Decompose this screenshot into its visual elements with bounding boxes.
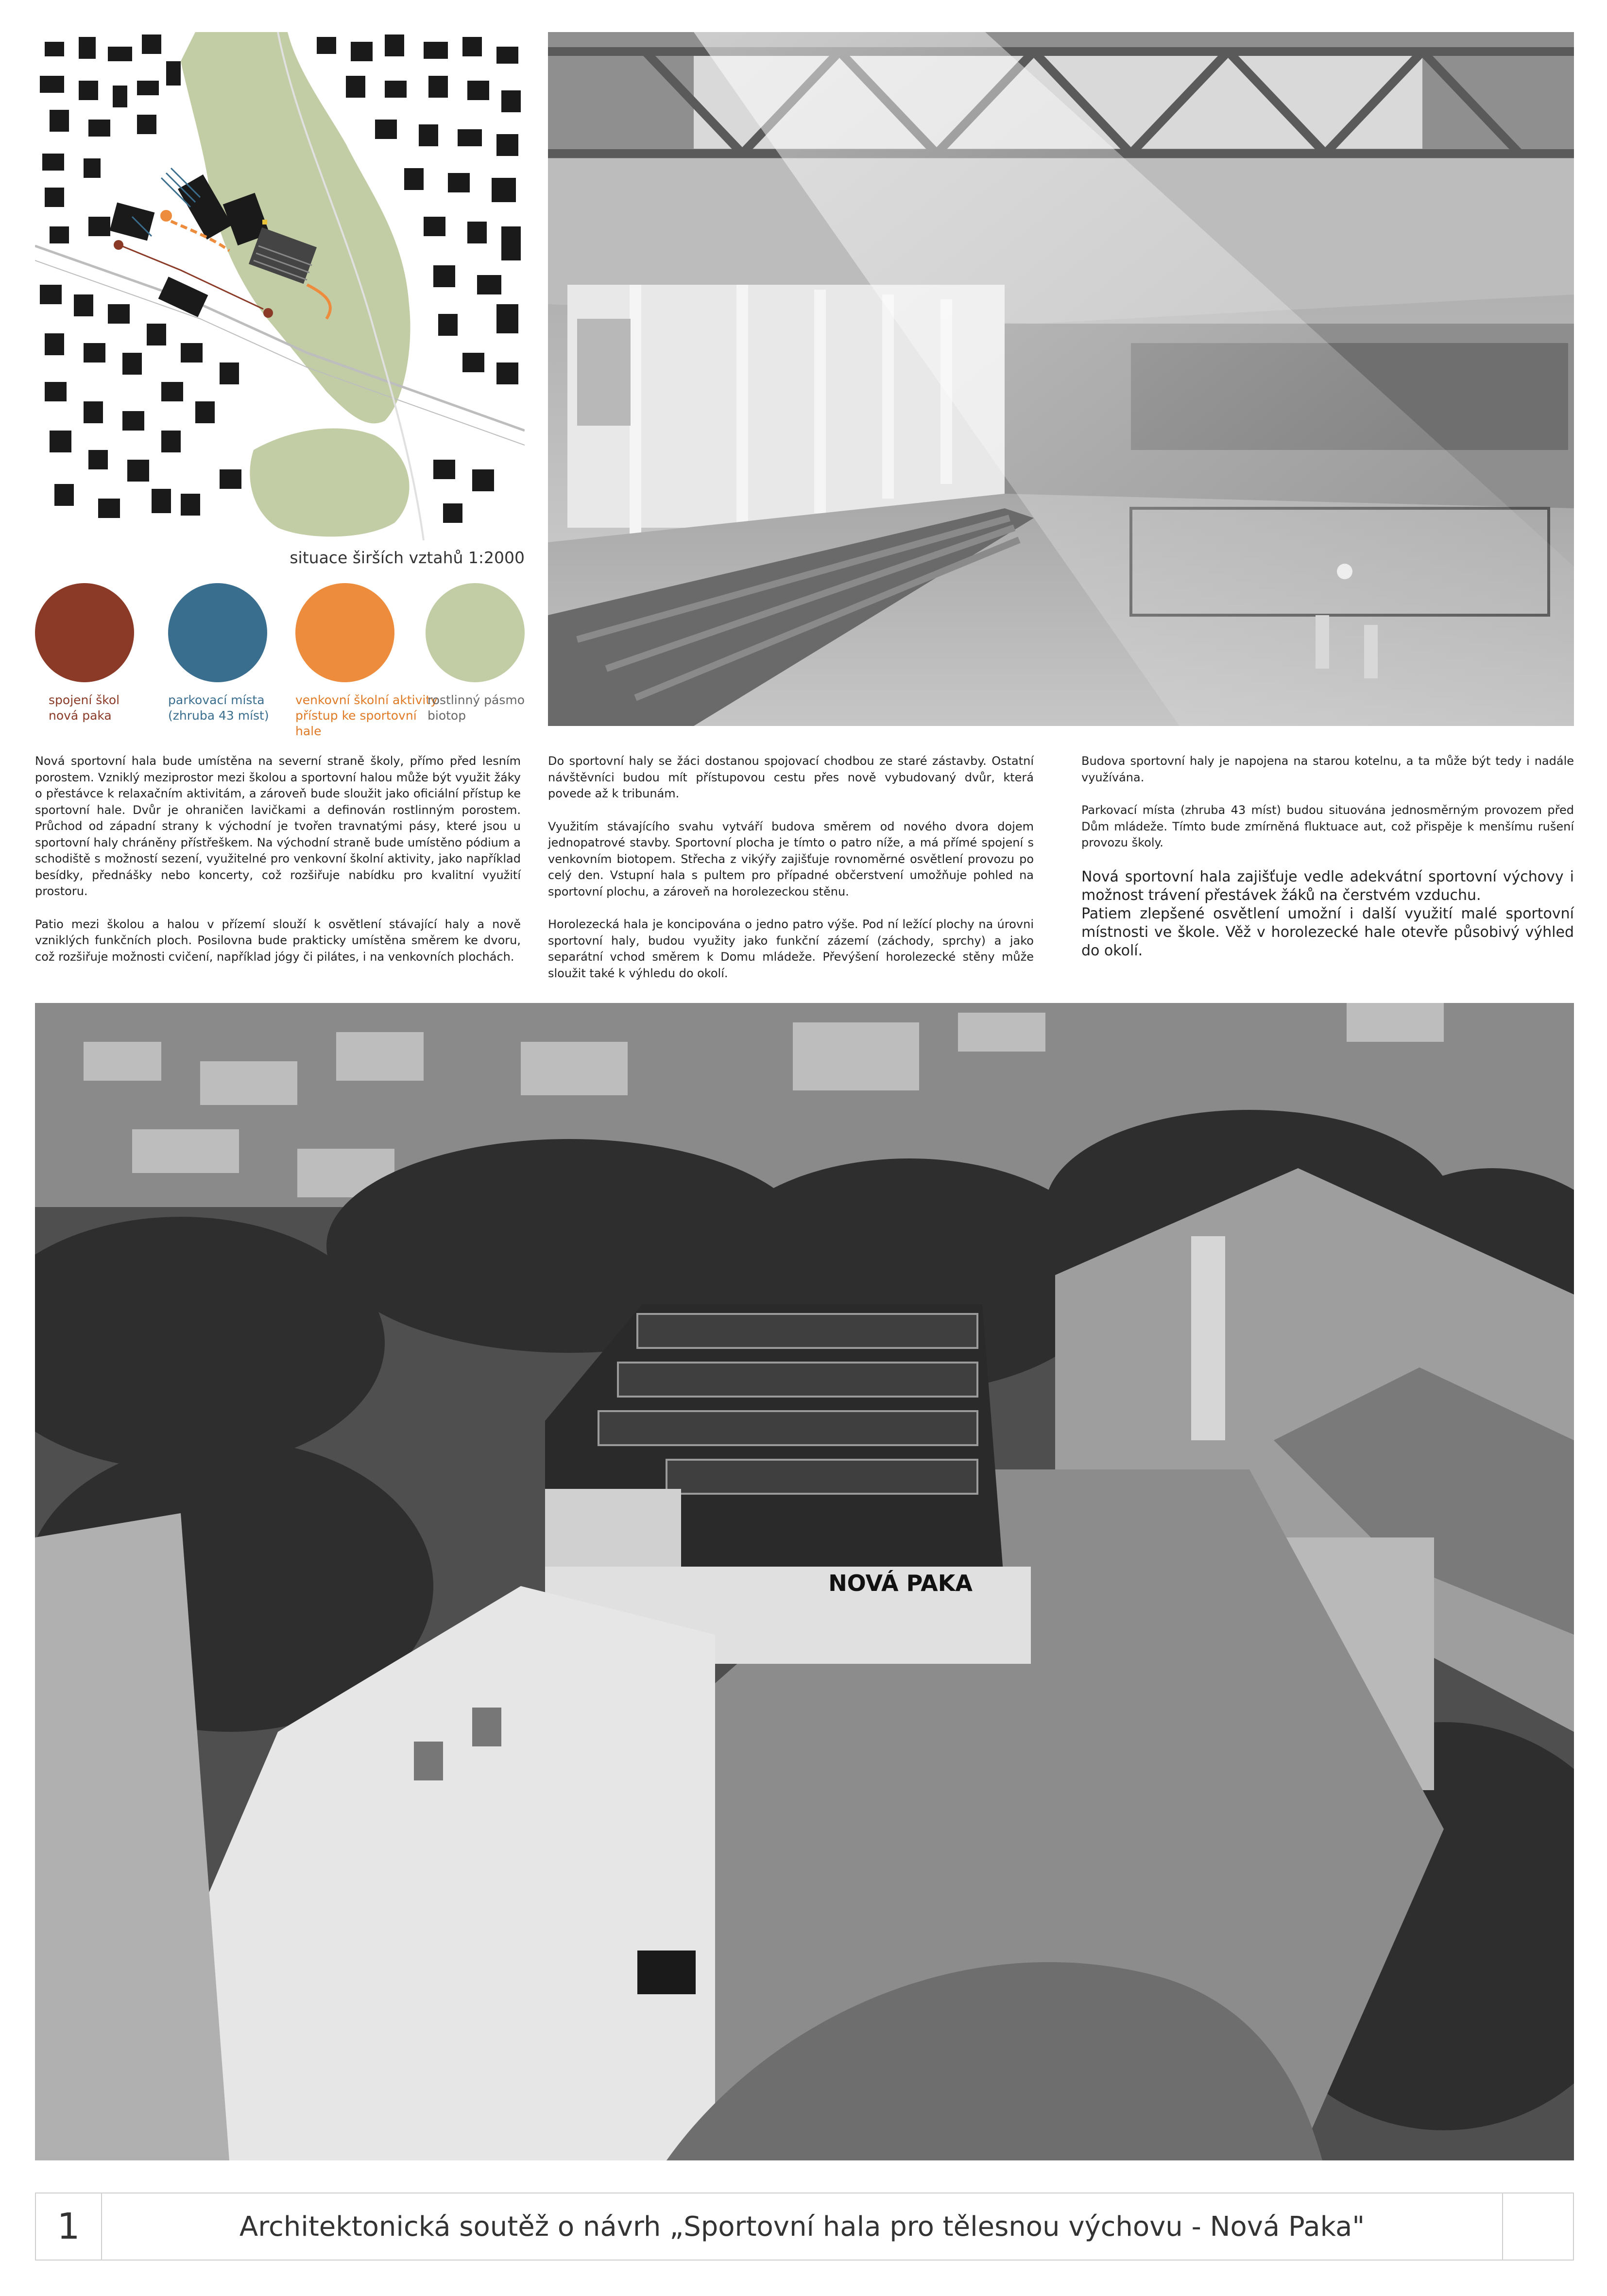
legend-swatch-biotope — [426, 583, 525, 682]
legend-label-school-connection: spojení škol nová paka — [49, 693, 120, 723]
legend-swatch-parking — [168, 583, 267, 682]
highlight-paragraph: Nová sportovní hala zajišťuje vedle adekvátní sportovní výchovy i možnost trávení přestávek žáků na čerstvém vzduchu. — [1081, 868, 1574, 904]
interior-render — [548, 32, 1574, 726]
title-block-end-cell — [1502, 2193, 1573, 2260]
paragraph: Budova sportovní haly je napojena na starou kotelnu, a ta může být tedy i nadále využívána. — [1081, 754, 1574, 784]
legend-swatch-school-connection — [35, 583, 134, 682]
site-plan-caption: situace širších vztahů 1:2000 — [290, 548, 525, 567]
text-column-2 — [548, 753, 1034, 998]
legend-label-outdoor-activities: venkovní školní aktivity přístup ke sportovní hale — [295, 693, 438, 738]
legend-label-parking: parkovací místa (zhruba 43 míst) — [168, 693, 269, 723]
paragraph: Nová sportovní hala bude umístěna na severní straně školy, přímo před lesním porostem. Vzniklý meziprostor mezi školou a sportovní halou může být využit žáky o přestávce k relaxačním aktivitám, a zároveň bude sloužit jako oficiální přístup ke sportovní hale. Dvůr je ohraničen lavičkami a definován rostlinným porostem. Průchod od západní strany k východní je tvořen travnatými pásy, které jsou u sportovní haly chráněny přístřeškem. Na východní straně bude umístěno pódium a schodiště s možností sezení, využitelné pro venkovní školní aktivity, jako například besídky, přednášky nebo koncerty, což rozšiřuje nabídku pro kvalitní využití prostoru. — [35, 754, 521, 898]
highlight-paragraph: Patiem zlepšené osvětlení umožní i další využití malé sportovní místnosti ve škole. Věž v horolezecké hale otevře působivý výhled do okolí. — [1081, 905, 1574, 959]
paragraph: Patio mezi školou a halou v přízemí slouží k osvětlení stávající haly a nově vzniklých funkčních ploch. Posilovna bude prakticky umístěna směrem ke dvoru, což rozšiřuje možnosti cvičení, například jógy či pilátes, i na venkovních plochách. — [35, 917, 521, 964]
legend-swatch-outdoor-activities — [295, 583, 394, 682]
text-column-1 — [35, 753, 521, 982]
paragraph: Horolezecká hala je koncipována o jedno patro výše. Pod ní ležící plochy na úrovni sportovní haly, budou využity jako funkční zázemí (záchody, sprchy) a jako separátní vchod směrem k Domu mládeže. Převýšení horolezecké stěny může sloužit také k výhledu do okolí. — [548, 917, 1034, 980]
title-block — [35, 2192, 1574, 2261]
site-plan-map — [35, 32, 525, 540]
text-column-3 — [1081, 753, 1574, 977]
hall-sign: NOVÁ PAKA — [828, 1570, 973, 1596]
paragraph: Parkovací místa (zhruba 43 míst) budou situována jednosměrným provozem před Dům mládeže. Tímto bude zmírněná fluktuace aut, což přispěje k menšímu rušení provozu školy. — [1081, 803, 1574, 849]
aerial-render — [35, 1003, 1574, 2160]
legend-label-biotope: rostlinný pásmo biotop — [427, 693, 525, 723]
sheet-number: 1 — [36, 2193, 102, 2260]
paragraph: Využitím stávajícího svahu vytváří budova směrem od nového dvora dojem jednopatrové stavby. Sportovní plocha je tímto o patro níže, a má přímé spojení s venkovním biotopem. Střecha z vikýřy zajišťuje rovnoměrné osvětlení provozu po celý den. Vstupní hala s pultem pro případné občerstvení umožňuje pohled na sportovní plochu, a zároveň na horolezeckou stěnu. — [548, 819, 1034, 898]
paragraph: Do sportovní haly se žáci dostanou spojovací chodbou ze staré zástavby. Ostatní návštěvníci budou mít přístupovou cestu přes nově vybudovaný dvůr, která povede až k tribunám. — [548, 754, 1034, 800]
south-green — [250, 429, 409, 537]
competition-title: Architektonická soutěž o návrh „Sportovní hala pro tělesnou výchovu - Nová Paka" — [239, 2210, 1365, 2243]
